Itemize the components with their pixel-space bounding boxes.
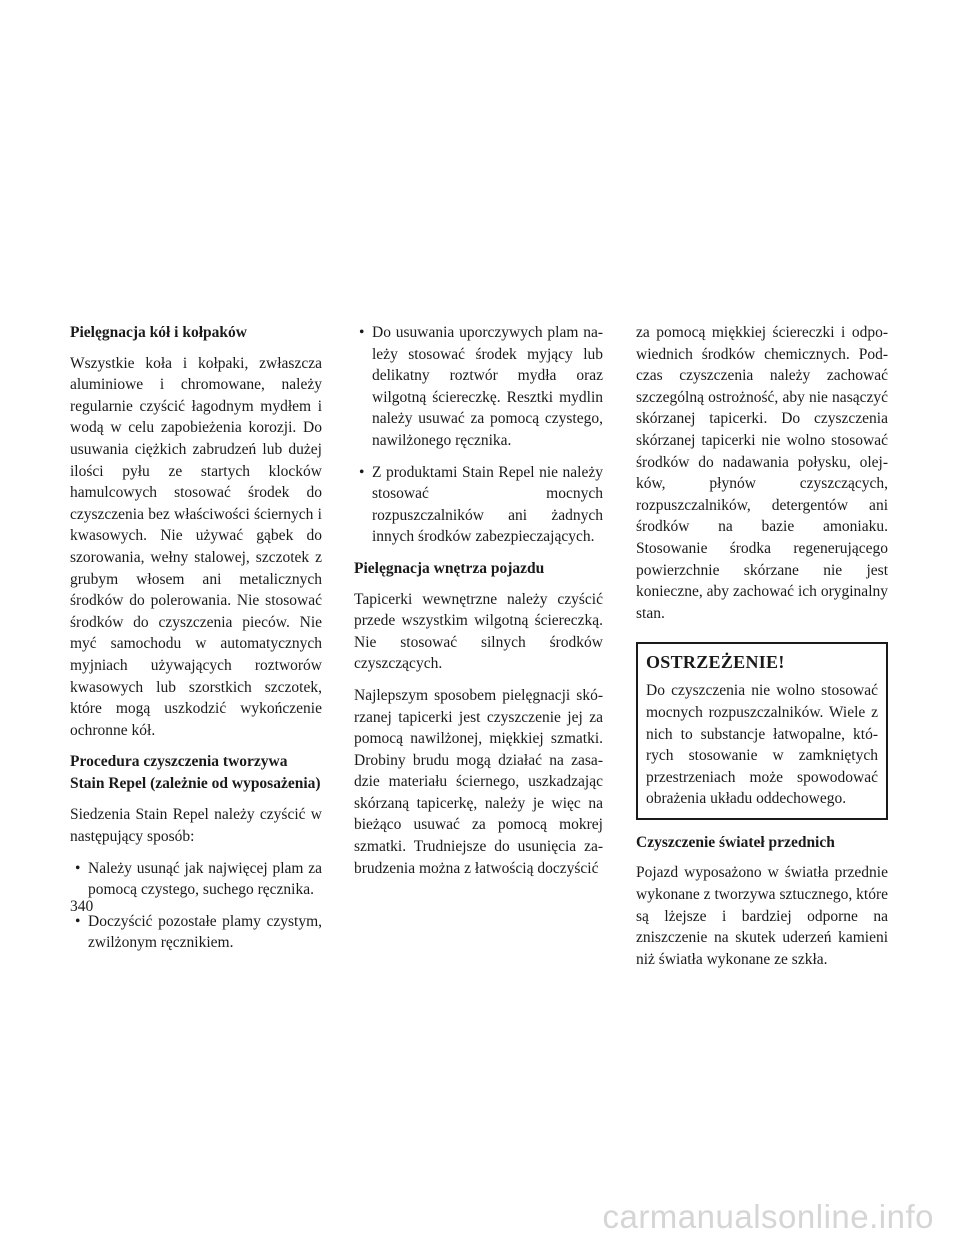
heading-line: Procedura czyszczenia tworzywa xyxy=(70,753,288,771)
list-item xyxy=(354,322,603,452)
warning-box xyxy=(636,642,888,820)
page-number: 340 xyxy=(70,898,94,915)
section-heading-wheels: Pielęgnacja kół i kołpaków xyxy=(70,324,247,341)
paragraph-interior-2: Najlepszym sposobem pielęgnacji skórzanej tapicerki jest czyszczenie jej za pomocą nawilżonej, miękkiej szmatki. Drobiny brudu mogą działać na zasadzie materiału ściernego, uszkadzając skórzaną tapicerkę, należy je więc na bieżąco usuwać za pomocą mokrej szmatki. Trudniejsze do usunięcia zabrudzenia można z łatwością doczyścić xyxy=(354,686,603,877)
list-item xyxy=(70,858,322,901)
section-heading-interior: Pielęgnacja wnętrza pojazdu xyxy=(354,559,545,577)
list-item-text: Doczyścić pozostałe plamy czystym, zwilżonym ręcznikiem. xyxy=(88,912,322,952)
list-item xyxy=(70,911,322,954)
bullet-icon: • xyxy=(75,912,81,930)
text-column-right xyxy=(636,322,888,980)
list-item-text: Do usuwania uporczywych plam należy stosować środek myjący lub delikatny roztwór mydła oraz wilgotną ściereczkę. Resztki mydlin należy usuwać za pomocą czystego, nawilżonego ręcznika. xyxy=(372,324,603,449)
warning-title: OSTRZEŻENIE! xyxy=(646,652,785,673)
bullet-icon: • xyxy=(75,859,81,877)
bullet-icon: • xyxy=(359,324,365,341)
section-heading-stain-repel xyxy=(70,751,322,794)
list-item-text: Należy usunąć jak najwięcej plam za pomocą czystego, suchego ręcznika. xyxy=(88,859,322,899)
paragraph-leather-continued: za pomocą miękkiej ściereczki i odpowiednich środków chemicznych. Podczas czyszczenia należy zachować szczególną ostrożność, aby nie nasączyć skórzanej tapicerki. Do czyszczenia skórzanej tapicerki nie wolno stosować środków do nadawania połysku, olejków, płynów czyszczących, rozpuszczalników, detergentów ani środków na bazie amoniaku. Stosowanie środka regenerującego powierzchnie skórzane nie jest konieczne, aby zachować ich oryginalny stan. xyxy=(636,324,888,622)
paragraph-wheels: Wszystkie koła i kołpaki, zwłaszcza aluminiowe i chromowane, należy regularnie czyścić łagodnym mydłem i wodą w celu zapobieżenia korozji. Do usuwania ciężkich zabrudzeń lub dużej ilości pyłu ze startych klocków hamulcowych stosować środek do czyszczenia bez właściwości ściernych i kwasowych. Nie używać gąbek do szorowania, wełny stalowej, szczotek z grubym włosem ani metalicznych środków do polerowania. Nie stosować środków do czyszczenia pieców. Nie myć samochodu w automatycznych myjniach używających roztworów kwasowych lub szorstkich szczotek, które mogą uszkodzić wykończenie ochronne kół. xyxy=(70,354,322,739)
bullet-icon: • xyxy=(359,463,365,481)
list-item-text: Z produktami Stain Repel nie należy stosować mocnych rozpuszczalników ani żadnych innych środków zabezpieczających. xyxy=(372,463,603,546)
warning-text: Do czyszczenia nie wolno stosować mocnych rozpuszczalników. Wiele z nich to substancje łatwopalne, których stosowanie w zamkniętych przestrzeniach może spowodować obrażenia układu oddechowego. xyxy=(646,682,878,808)
heading-line: Stain Repel (zależnie od wyposażenia) xyxy=(70,774,321,792)
section-heading-headlights: Czyszczenie świateł przednich xyxy=(636,833,835,851)
watermark: carmanualsonline.info xyxy=(602,1198,934,1235)
list-item xyxy=(354,462,603,548)
text-column-middle xyxy=(354,322,603,889)
paragraph-interior-1: Tapicerki wewnętrzne należy czyścić przede wszystkim wilgotną ściereczką. Nie stosować silnych środków czyszczących. xyxy=(354,590,603,673)
text-column-left xyxy=(70,322,322,964)
paragraph-headlights: Pojazd wyposażono w światła przednie wykonane z tworzywa sztucznego, które są lżejsze i bardziej odporne na zniszczenie na skutek uderzeń kamieni niż światła wykonane ze szkła. xyxy=(636,864,888,968)
paragraph-stain-intro: Siedzenia Stain Repel należy czyścić w następujący sposób: xyxy=(70,806,322,846)
